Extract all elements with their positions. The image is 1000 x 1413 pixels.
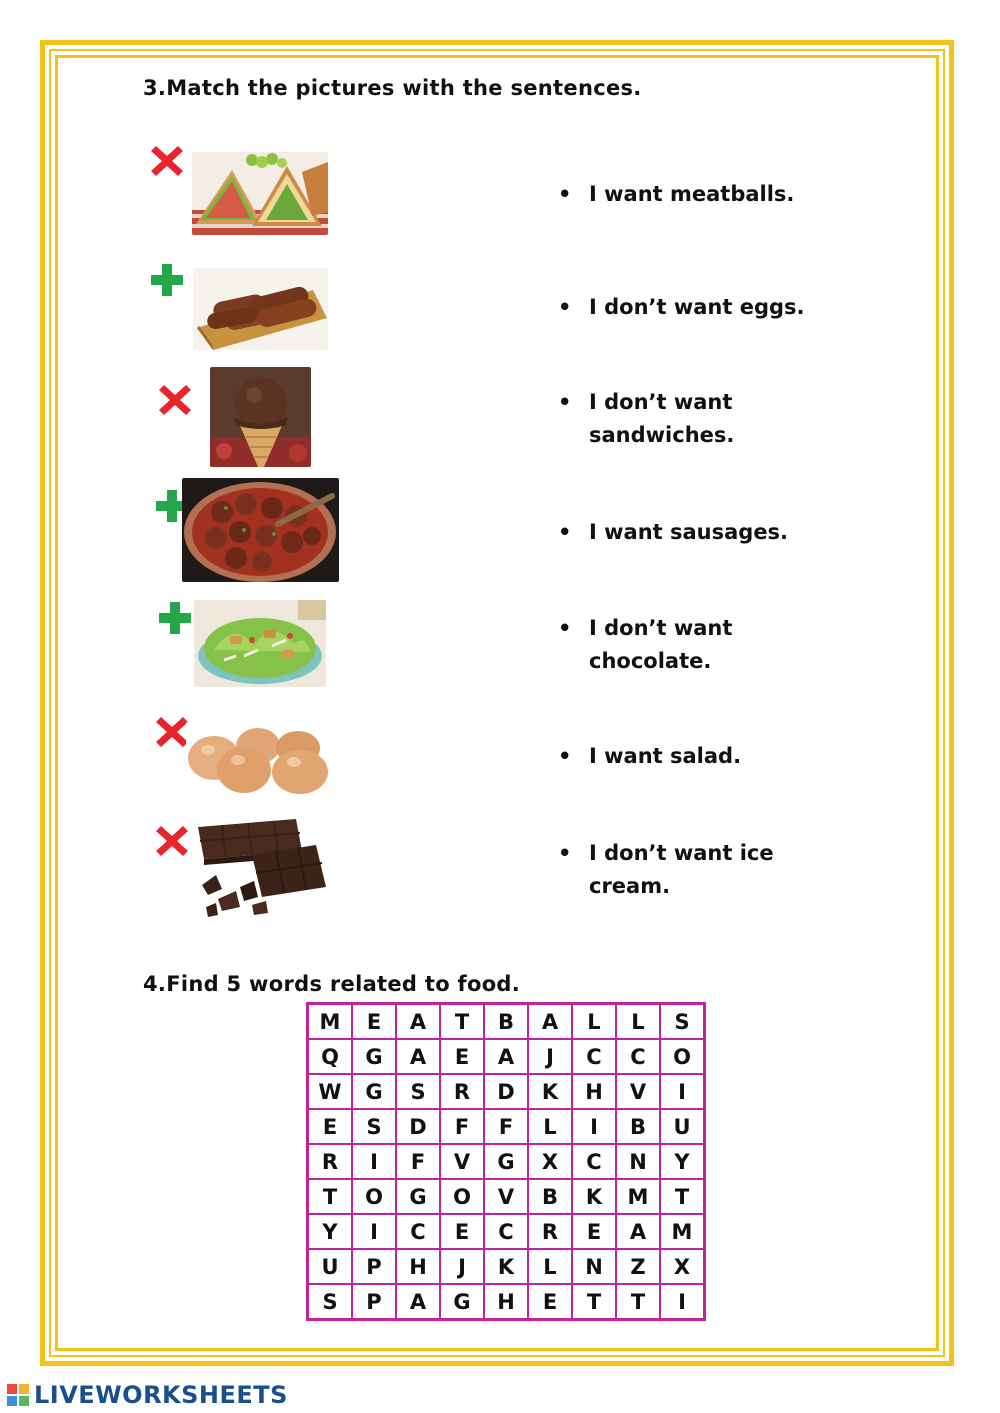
grid-cell[interactable]: A xyxy=(396,1039,440,1074)
grid-row xyxy=(308,1214,705,1249)
section-4-heading: 4.Find 5 words related to food. xyxy=(143,972,521,996)
cross-mark-icon xyxy=(150,144,184,178)
bullet-icon: • xyxy=(558,390,572,414)
word-search-grid xyxy=(306,1002,706,1321)
bullet-icon: • xyxy=(558,744,572,768)
grid-cell[interactable]: C xyxy=(616,1039,660,1074)
grid-cell[interactable]: D xyxy=(484,1074,528,1109)
grid-cell[interactable]: A xyxy=(484,1039,528,1074)
liveworksheets-logo xyxy=(6,1382,288,1408)
meatballs-picture xyxy=(182,478,339,582)
grid-cell[interactable]: Q xyxy=(308,1039,353,1074)
grid-cell[interactable]: T xyxy=(616,1284,660,1320)
cross-mark-icon xyxy=(158,383,192,417)
grid-row xyxy=(308,1074,705,1109)
grid-cell[interactable]: U xyxy=(308,1249,353,1284)
grid-cell[interactable]: I xyxy=(352,1214,396,1249)
grid-cell[interactable]: C xyxy=(572,1144,616,1179)
liveworksheets-logo-icon xyxy=(6,1383,30,1407)
brand-name: LIVEWORKSHEETS xyxy=(34,1381,288,1409)
grid-cell[interactable]: O xyxy=(440,1179,484,1214)
grid-cell[interactable]: P xyxy=(352,1284,396,1320)
grid-cell[interactable]: I xyxy=(572,1109,616,1144)
grid-cell[interactable]: X xyxy=(660,1249,705,1284)
grid-cell[interactable]: R xyxy=(440,1074,484,1109)
grid-cell[interactable]: G xyxy=(440,1284,484,1320)
grid-cell[interactable]: M xyxy=(308,1004,353,1040)
eggs-picture xyxy=(186,722,334,796)
plus-mark-icon xyxy=(150,263,184,297)
grid-cell[interactable]: C xyxy=(572,1039,616,1074)
grid-cell[interactable]: T xyxy=(440,1004,484,1040)
grid-cell[interactable]: K xyxy=(572,1179,616,1214)
grid-cell[interactable]: K xyxy=(484,1249,528,1284)
plus-mark-icon xyxy=(158,601,192,635)
grid-cell[interactable]: Y xyxy=(308,1214,353,1249)
grid-cell[interactable]: S xyxy=(660,1004,705,1040)
grid-cell[interactable]: T xyxy=(572,1284,616,1320)
grid-cell[interactable]: F xyxy=(484,1109,528,1144)
grid-cell[interactable]: E xyxy=(440,1039,484,1074)
grid-cell[interactable]: T xyxy=(308,1179,353,1214)
grid-cell[interactable]: F xyxy=(396,1144,440,1179)
grid-cell[interactable]: D xyxy=(396,1109,440,1144)
sandwiches-picture xyxy=(192,152,328,235)
grid-cell[interactable]: A xyxy=(396,1284,440,1320)
grid-cell[interactable]: G xyxy=(352,1039,396,1074)
grid-row xyxy=(308,1284,705,1320)
grid-cell[interactable]: T xyxy=(660,1179,705,1214)
chocolate-picture xyxy=(192,815,330,919)
grid-cell[interactable]: S xyxy=(308,1284,353,1320)
grid-cell[interactable]: G xyxy=(352,1074,396,1109)
grid-cell[interactable]: M xyxy=(616,1179,660,1214)
grid-cell[interactable]: L xyxy=(528,1109,572,1144)
grid-cell[interactable]: S xyxy=(352,1109,396,1144)
grid-cell[interactable]: W xyxy=(308,1074,353,1109)
grid-row xyxy=(308,1039,705,1074)
bullet-icon: • xyxy=(558,182,572,206)
salad-picture xyxy=(194,600,326,687)
sentence-text: I don’t want chocolate. xyxy=(589,616,733,673)
grid-cell[interactable]: L xyxy=(616,1004,660,1040)
grid-cell[interactable]: R xyxy=(528,1214,572,1249)
cross-mark-icon xyxy=(155,824,189,858)
grid-cell[interactable]: A xyxy=(528,1004,572,1040)
grid-cell[interactable]: P xyxy=(352,1249,396,1284)
grid-row xyxy=(308,1249,705,1284)
bullet-icon: • xyxy=(558,616,572,640)
grid-cell[interactable]: L xyxy=(528,1249,572,1284)
grid-cell[interactable]: S xyxy=(396,1074,440,1109)
grid-cell[interactable]: E xyxy=(528,1284,572,1320)
grid-cell[interactable]: U xyxy=(660,1109,705,1144)
grid-cell[interactable]: E xyxy=(572,1214,616,1249)
bullet-icon: • xyxy=(558,295,572,319)
grid-cell[interactable]: J xyxy=(440,1249,484,1284)
cross-mark-icon xyxy=(155,715,189,749)
grid-cell[interactable]: N xyxy=(616,1144,660,1179)
grid-cell[interactable]: I xyxy=(660,1074,705,1109)
section-3-heading: 3.Match the pictures with the sentences. xyxy=(143,76,642,100)
sentence-text: I don’t want eggs. xyxy=(589,295,805,319)
sentence-text: I want sausages. xyxy=(589,520,789,544)
grid-cell[interactable]: I xyxy=(660,1284,705,1320)
grid-cell[interactable]: V xyxy=(616,1074,660,1109)
grid-cell[interactable]: V xyxy=(440,1144,484,1179)
grid-cell[interactable]: E xyxy=(440,1214,484,1249)
grid-cell[interactable]: K xyxy=(528,1074,572,1109)
sentence-text: I don’t want sandwiches. xyxy=(589,390,735,447)
grid-cell[interactable]: B xyxy=(484,1004,528,1040)
grid-cell[interactable]: N xyxy=(572,1249,616,1284)
grid-cell[interactable]: C xyxy=(396,1214,440,1249)
grid-cell[interactable]: J xyxy=(528,1039,572,1074)
sentence-text: I don’t want ice cream. xyxy=(589,841,774,898)
grid-cell[interactable]: O xyxy=(660,1039,705,1074)
grid-cell[interactable]: C xyxy=(484,1214,528,1249)
grid-cell[interactable]: B xyxy=(528,1179,572,1214)
grid-cell[interactable]: O xyxy=(352,1179,396,1214)
grid-cell[interactable]: H xyxy=(396,1249,440,1284)
grid-cell[interactable]: I xyxy=(352,1144,396,1179)
bullet-icon: • xyxy=(558,841,572,865)
sentence-text: I want meatballs. xyxy=(589,182,795,206)
grid-cell[interactable]: F xyxy=(440,1109,484,1144)
sausages-picture xyxy=(193,268,328,350)
grid-cell[interactable]: L xyxy=(572,1004,616,1040)
grid-cell[interactable]: R xyxy=(308,1144,353,1179)
grid-cell[interactable]: M xyxy=(660,1214,705,1249)
sentence-text: I want salad. xyxy=(589,744,742,768)
grid-cell[interactable]: H xyxy=(572,1074,616,1109)
grid-cell[interactable]: Y xyxy=(660,1144,705,1179)
grid-cell[interactable]: G xyxy=(396,1179,440,1214)
grid-cell[interactable]: V xyxy=(484,1179,528,1214)
grid-cell[interactable]: E xyxy=(308,1109,353,1144)
grid-row xyxy=(308,1004,705,1040)
grid-row xyxy=(308,1179,705,1214)
grid-cell[interactable]: A xyxy=(616,1214,660,1249)
grid-cell[interactable]: B xyxy=(616,1109,660,1144)
grid-cell[interactable]: G xyxy=(484,1144,528,1179)
grid-row xyxy=(308,1109,705,1144)
grid-cell[interactable]: X xyxy=(528,1144,572,1179)
grid-cell[interactable]: A xyxy=(396,1004,440,1040)
grid-cell[interactable]: E xyxy=(352,1004,396,1040)
bullet-icon: • xyxy=(558,520,572,544)
grid-row xyxy=(308,1144,705,1179)
ice-cream-picture xyxy=(210,367,311,467)
grid-cell[interactable]: Z xyxy=(616,1249,660,1284)
grid-cell[interactable]: H xyxy=(484,1284,528,1320)
